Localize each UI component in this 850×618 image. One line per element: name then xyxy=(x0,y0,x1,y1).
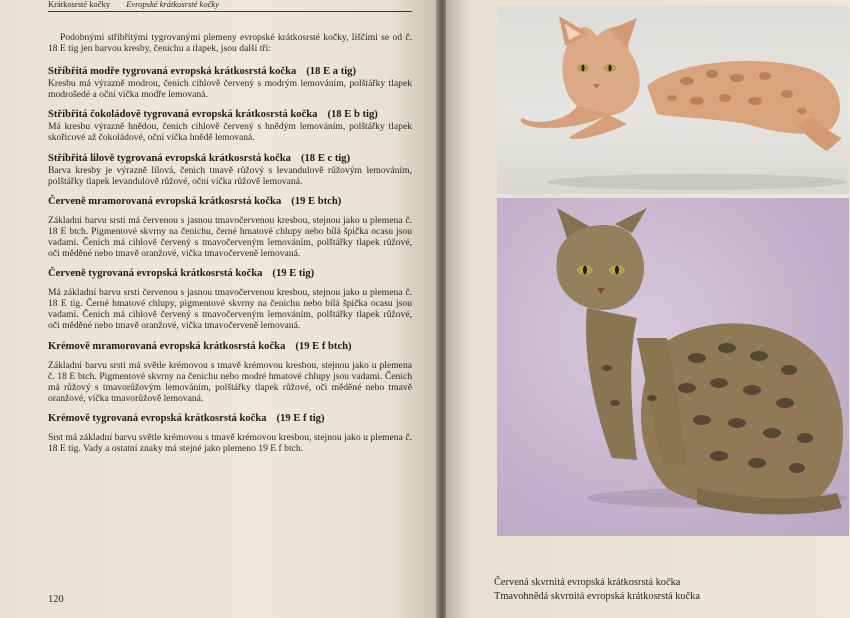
running-head xyxy=(48,0,412,12)
section-title: Stříbřitá modře tygrovaná evropská krátkosrstá kočka xyxy=(48,66,297,78)
photo-brown-spotted-cat xyxy=(497,198,849,536)
caption-bottom-photo: Tmavohnědá skvrnitá evropská krátkosrstá kočka xyxy=(494,591,701,602)
intro-paragraph: Podobnými stříbřitými tygrovanými plemeny evropské krátkosrsté kočky, liščími se od č. 18 E tig jen barvou kresby, čenichu a tlapek, jsou další tři: xyxy=(48,32,412,55)
section-body: Kresbu má výrazně modrou, čenich cihlově červený s modrým lemováním, polštářky tlapek modrošedé a oční víčka modře lemovaná. xyxy=(48,78,412,101)
page-number: 120 xyxy=(48,594,64,605)
section-body: Má kresbu výrazně hnědou, čenich cihlově červený s hnědým lemováním, polštářky tlapek skořicové až čokoládové, oční víčka hnědě lemovaná. xyxy=(48,121,412,144)
brown-spotted-cat-illustration xyxy=(497,198,849,536)
section-code: (18 E b tig) xyxy=(327,109,378,121)
section-body: Barva kresby je výrazně lilová, čenich tmavě růžový s levandulově růžovým lemováním, polštářky tlapek levandulově růžové, oční víčka růžově lemovaná. xyxy=(48,164,412,187)
photo-captions xyxy=(494,576,700,604)
section-heading xyxy=(48,153,412,165)
photo-red-spotted-cat xyxy=(497,6,849,194)
section-code: (18 E c tig) xyxy=(300,152,351,164)
red-spotted-cat-illustration xyxy=(497,6,849,194)
section-body: Srst má základní barvu světle krémovou s tmavě krémovou kresbou, stejnou jako u plemena č. 18 E tig. Vady a ostatní znaky má stejné jako plemeno 19 E f btch. xyxy=(48,431,412,454)
section-code: (19 E f btch) xyxy=(295,340,352,352)
section-title: Červeně mramorovaná evropská krátkosrstá kočka xyxy=(48,195,282,207)
section-code: (19 E btch) xyxy=(291,195,342,207)
caption-top-photo: Červená skvrnitá evropská krátkosrstá kočka xyxy=(494,577,681,588)
running-head-title: Krátkosrsté kočky xyxy=(48,0,111,9)
section-code: (19 E tig) xyxy=(272,268,315,280)
running-head-section: Evropské krátkosrsté kočky xyxy=(126,0,219,9)
section-body: Má základní barvu srsti červenou s jasnou tmavočervenou kresbou, stejnou jako u plemena č. 18 E tig. Černé hmatové chlupy, pigmentové skvrny na čenichu nebo bílá špička ocasu jsou vadami. Čenich má cihlově červený s tmavočerveným lemováním, polštářky tlapek růžové, oči měděné nebo tmavě oranžové, víčka tmavočerveně lemovaná. xyxy=(48,287,412,332)
text-column xyxy=(48,32,412,463)
section-heading xyxy=(48,109,412,121)
section-title: Stříbřitá lilově tygrovaná evropská krátkosrstá kočka xyxy=(48,152,291,164)
section-heading xyxy=(48,341,412,353)
section-heading xyxy=(48,268,412,280)
section-title: Stříbřitá čokoládově tygrovaná evropská krátkosrstá kočka xyxy=(48,109,318,121)
section-heading xyxy=(48,66,412,78)
section-code: (18 E a tig) xyxy=(306,66,356,78)
section-title: Krémově mramorovaná evropská krátkosrstá kočka xyxy=(48,340,286,352)
section-heading xyxy=(48,196,412,208)
section-body: Základní barvu srsti má červenou s jasnou tmavočervenou kresbou, stejnou jako u plemena č. 18 E btch. Pigmentové skvrny na čenichu, černé hmatové chlupy nebo bílá špička ocasu jsou vadami. Čenich má cihlově červený s tmavočerveným lemováním, polštářky tlapek růžové, oči měděné nebo tmavě oranžové, víčka tmavočerveně lemovaná. xyxy=(48,214,412,260)
section-code: (19 E f tig) xyxy=(276,412,325,424)
section-title: Červeně tygrovaná evropská krátkosrstá kočka xyxy=(48,268,263,280)
section-heading xyxy=(48,413,412,425)
section-body: Základní barvu srsti má světle krémovou s tmavě krémovou kresbou, stejnou jako u plemena č. 18 E btch. Pigmentové skvrny na čenichu nebo modré hmatové chlupy jsou vadami. Čenich má růžový s tmavorůžovým lemováním, polštářky tlapek růžové, oči měděné nebo tmavě oranžové, víčka tmavorůžově lemovaná. xyxy=(48,359,412,404)
section-title: Krémově tygrovaná evropská krátkosrstá kočka xyxy=(48,412,267,424)
